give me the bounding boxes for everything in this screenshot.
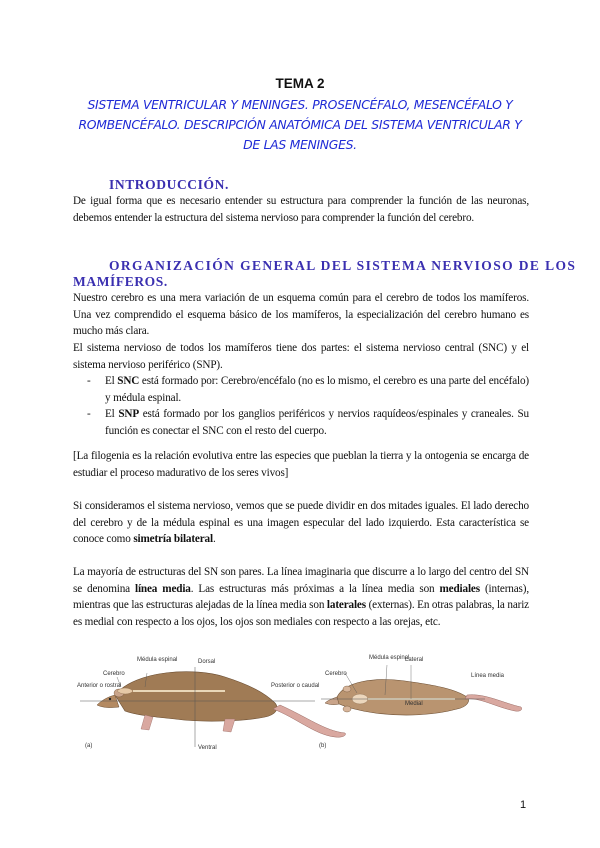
rat-lateral-view bbox=[80, 667, 346, 747]
page-number: 1 bbox=[520, 799, 527, 811]
label-dorsal: Dorsal bbox=[198, 659, 216, 665]
label-lateral: Lateral bbox=[405, 657, 424, 663]
label-medula-b: Médula espinal bbox=[369, 655, 410, 661]
definition-note: [La filogenia es la relación evolutiva entre las especies que pueblan la tierra y la ontogenia se encarga de estudiar el proceso madurativo de los seres vivos] bbox=[73, 450, 529, 479]
label-linea-media: Línea media bbox=[471, 673, 505, 679]
org-heading-line1: ORGANIZACIÓN GENERAL DEL SISTEMA NERVIOSO DE LOS bbox=[109, 258, 577, 273]
list-item: - El SNP está formado por los ganglios periféricos y nervios raquídeos/espinales y craneales. Su función es conectar el SNC con el resto del cuerpo. bbox=[73, 406, 529, 439]
label-posterior: Posterior o caudal bbox=[271, 683, 320, 689]
org-paragraph-2: El sistema nervioso de todos los mamíferos tiene dos partes: el sistema nervioso central (SNC) y el sistema nervioso periférico (SNP). bbox=[73, 342, 529, 371]
rat-anatomy-figure bbox=[75, 645, 525, 755]
panel-a-label: (a) bbox=[85, 743, 93, 749]
tema-title: TEMA 2 bbox=[275, 76, 325, 91]
label-medial: Medial bbox=[405, 701, 423, 707]
org-heading-line2: MAMÍFEROS. bbox=[73, 274, 168, 289]
intro-heading: INTRODUCCIÓN. bbox=[109, 177, 229, 192]
label-ventral: Ventral bbox=[198, 745, 217, 751]
label-cerebro-b: Cerebro bbox=[325, 671, 347, 677]
list-item: - El SNC está formado por: Cerebro/encéfalo (no es lo mismo, el cerebro es una parte del encéfalo) y médula espinal. bbox=[73, 373, 529, 406]
panel-b-label: (b) bbox=[319, 743, 327, 749]
org-paragraph-1: Nuestro cerebro es una mera variación de un esquema común para el cerebro de todos los mamíferos. Una vez comprendido el esquema básico de los mamíferos, la especialización del cerebro humano es mucho más clara. bbox=[73, 292, 529, 338]
document-subtitle: SISTEMA VENTRICULAR Y MENINGES. PROSENCÉFALO, MESENCÉFALO Y ROMBENCÉFALO. DESCRIPCIÓN ANATÓMICA DEL SISTEMA VENTRICULAR Y DE LAS MENINGES. bbox=[78, 97, 522, 152]
intro-paragraph: De igual forma que es necesario entender su estructura para comprender la función de las neuronas, debemos entender la estructura del sistema nervioso para comprender la función del cerebro. bbox=[73, 195, 529, 224]
label-medula-a: Médula espinal bbox=[137, 657, 178, 663]
org-paragraph-3: Si consideramos el sistema nervioso, vemos que se puede dividir en dos mitades iguales. El lado derecho del cerebro y de la médula espinal es una imagen especular del lado izquierdo. Esta característica se conoce como simetría bilateral. bbox=[73, 500, 529, 546]
org-paragraph-4: La mayoría de estructuras del SN son pares. La línea imaginaria que discurre a lo largo del centro del SN se denomina línea media. Las estructuras más próximas a la línea media son mediales (internas), mientras que las estructuras alejadas de la línea media son laterales (externas). En otras palabras, la nariz es medial con respecto a los ojos, los ojos son mediales con respecto a las orejas, etc. bbox=[73, 566, 529, 628]
label-anterior: Anterior o rostral bbox=[77, 683, 122, 689]
label-cerebro-a: Cerebro bbox=[103, 671, 125, 677]
sn-parts-list bbox=[73, 373, 529, 439]
